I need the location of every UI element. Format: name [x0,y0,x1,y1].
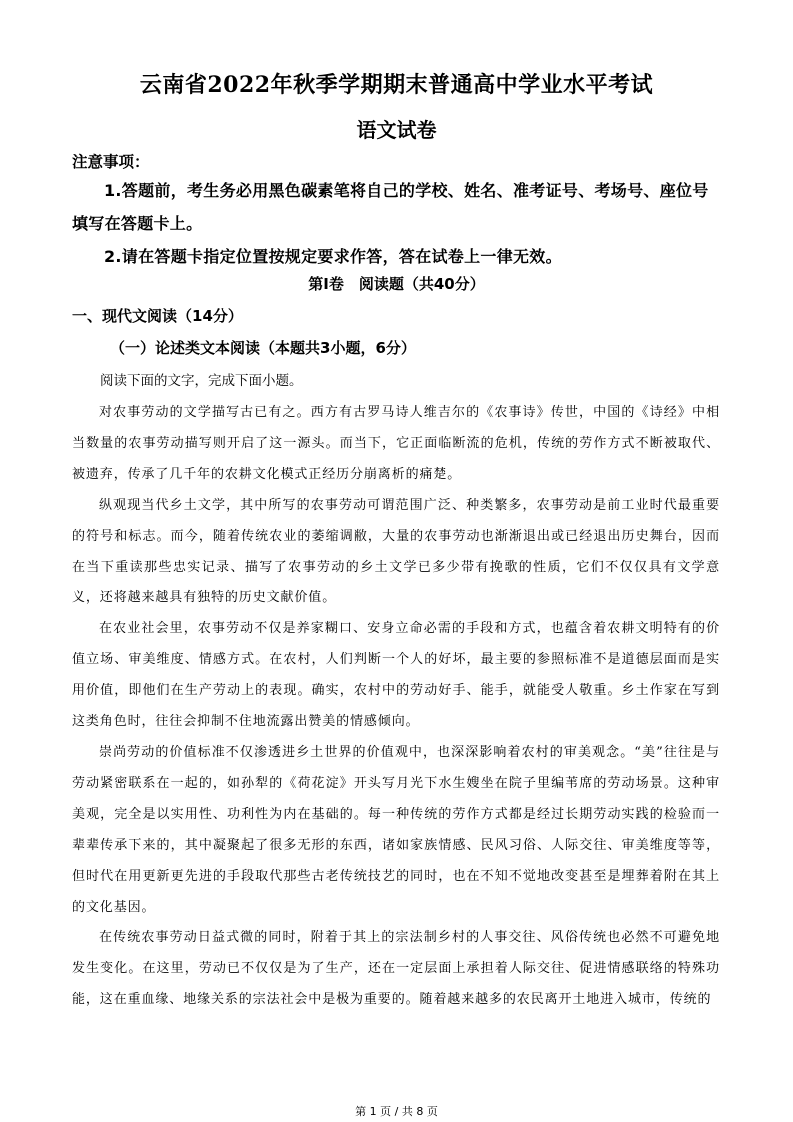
part-title: 一、现代文阅读（14分） [72,307,243,325]
reading-passage [72,398,720,1016]
section-title: 第Ⅰ卷 阅读题（共40分） [308,275,485,293]
passage-paragraph-3: 在农业社会里，农事劳动不仅是养家糊口、安身立命必需的手段和方式，也蕴含着农耕文明特有的价值立场、审美维度、情感方式。在农村，人们判断一个人的好坏，最主要的参照标准不是道德层面而是实用价值，即他们在生产劳动上的表现。确实，农村中的劳动好手、能手，就能受人敬重。乡土作家在写到这类角色时，往往会抑制不住地流露出赞美的情感倾向。 [72,621,720,730]
exam-subtitle: 语文试卷 [356,118,437,142]
passage-paragraph-4: 崇尚劳动的价值标准不仅渗透进乡土世界的价值观中，也深深影响着农村的审美观念。“美”往往是与劳动紧密联系在一起的，如孙犁的《荷花淀》开头写月光下水生嫂坐在院子里编苇席的劳动场景。这种审美观，完全是以实用性、功利性为内在基础的。每一种传统的劳作方式都是经过长期劳动实践的检验而一辈辈传承下来的，其中凝聚起了很多无形的东西，诸如家族情感、民风习俗、人际交往、审美维度等等，但时代在用更新更先进的手段取代那些古老传统技艺的同时，也在不知不觉地改变甚至是埋葬着附在其上的文化基因。 [72,744,720,915]
exam-title: 云南省2022年秋季学期期末普通高中学业水平考试 [139,72,654,98]
page-footer: 第 1 页 / 共 8 页 [355,1105,438,1118]
passage-paragraph-2: 纵观现当代乡土文学，其中所写的农事劳动可谓范围广泛、种类繁多，农事劳动是前工业时代最重要的符号和标志。而今，随着传统农业的萎缩调敝，大量的农事劳动也渐渐退出或已经退出历史舞台，因而在当下重读那些忠实记录、描写了农事劳动的乡土文学已多少带有挽歌的性质，它们不仅仅具有文学意义，还将越来越具有独特的历史文献价值。 [72,497,720,606]
notice-label: 注意事项： [72,153,150,171]
notice-item-2: 2.请在答题卡指定位置按规定要求作答，答在试卷上一律无效。 [104,247,562,266]
subpart-title: （一）论述类文本阅读（本题共3小题，6分） [110,339,416,357]
passage-paragraph-5: 在传统农事劳动日益式微的同时，附着于其上的宗法制乡村的人事交往、风俗传统也必然不可避免地发生变化。在这里，劳动已不仅仅是为了生产，还在一定层面上承担着人际交往、促进情感联络的特殊功能，这在重血缘、地缘关系的宗法社会中是极为重要的。随着越来越多的农民离开土地进入城市，传统的 [72,930,720,1008]
notice-item-1: 1.答题前，考生务必用黑色碳素笔将自己的学校、姓名、准考证号、考场号、座位号填写在答题卡上。 [72,181,709,233]
reading-instruction: 阅读下面的文字，完成下面小题。 [100,373,303,389]
passage-paragraph-1: 对农事劳动的文学描写古已有之。西方有古罗马诗人维吉尔的《农事诗》传世，中国的《诗经》中相当数量的农事劳动描写则开启了这一源头。而当下，它正面临断流的危机，传统的劳作方式不断被取代、被遗弃，传承了几千年的农耕文化模式正经历分崩离析的痛楚。 [72,405,720,482]
